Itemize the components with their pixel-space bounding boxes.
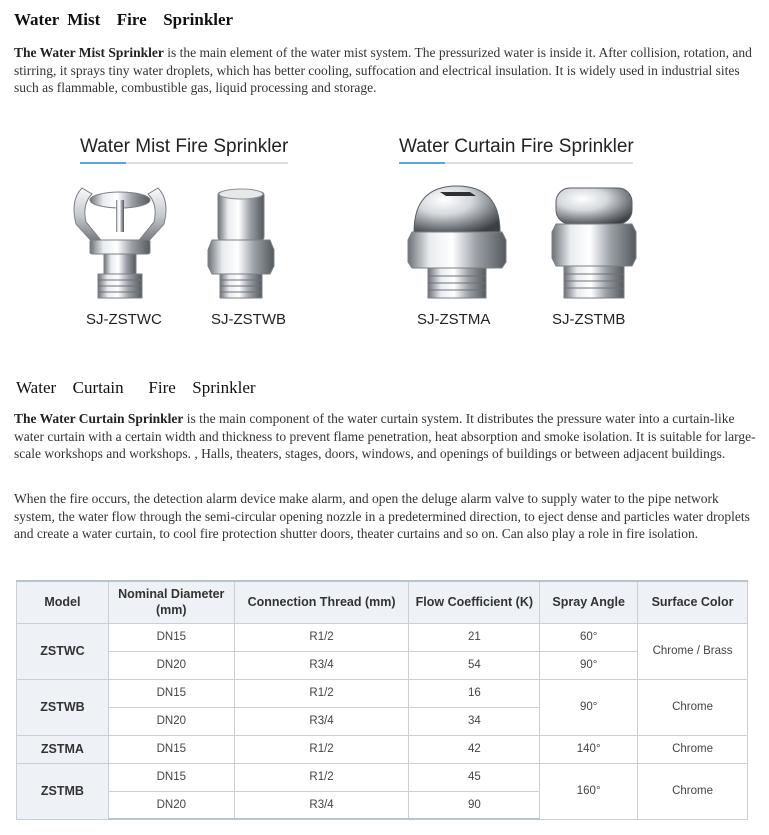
sj-zstwc-image <box>74 188 166 298</box>
angle-cell: 160° <box>540 763 638 819</box>
product-figure <box>0 100 769 350</box>
flow-cell: 90 <box>409 791 540 819</box>
model-cell: ZSTWB <box>17 679 109 735</box>
thread-cell: R3/4 <box>234 707 409 735</box>
diameter-cell: DN20 <box>108 651 234 679</box>
color-cell: Chrome <box>638 735 748 763</box>
angle-cell: 60° <box>540 623 638 651</box>
color-cell: Chrome / Brass <box>638 623 748 679</box>
thread-cell: R1/2 <box>234 735 409 763</box>
model-label-zstmb: SJ-ZSTMB <box>552 311 626 328</box>
model-cell: ZSTMB <box>17 763 109 819</box>
header-connection-thread: Connection Thread (mm) <box>234 581 409 623</box>
table-row <box>17 763 748 791</box>
flow-cell: 34 <box>409 707 540 735</box>
flow-cell: 21 <box>409 623 540 651</box>
diameter-cell: DN20 <box>108 707 234 735</box>
color-cell: Chrome <box>638 763 748 819</box>
angle-cell: 90° <box>540 651 638 679</box>
mist-figure-title: Water Mist Fire Sprinkler <box>80 136 289 157</box>
model-label-zstma: SJ-ZSTMA <box>417 311 491 328</box>
curtain-figure-title: Water Curtain Fire Sprinkler <box>399 136 634 157</box>
color-cell: Chrome <box>638 679 748 735</box>
thread-cell: R3/4 <box>234 651 409 679</box>
thread-cell: R1/2 <box>234 679 409 707</box>
model-label-zstwc: SJ-ZSTWC <box>86 311 162 328</box>
flow-cell: 54 <box>409 651 540 679</box>
water-mist-lead: The Water Mist Sprinkler <box>14 45 164 60</box>
fire-operation-description: When the fire occurs, the detection alarm device make alarm, and open the deluge alarm valve to supply water to the pipe network system, the water flow through the semi-circular opening nozzle in a predetermined direction, to eject dense and particles water droplets and create a water curtain, to cool fire protection shutter doors, theater curtains and so on. Can also play a role in fire isolation. <box>14 491 750 541</box>
model-label-zstwb: SJ-ZSTWB <box>211 311 286 328</box>
diameter-cell: DN20 <box>108 791 234 819</box>
spec-table <box>16 580 748 820</box>
sj-zstwb-image <box>208 189 274 298</box>
header-flow-coefficient: Flow Coefficient (K) <box>409 581 540 623</box>
flow-cell: 45 <box>409 763 540 791</box>
sj-zstma-image <box>408 186 506 298</box>
water-curtain-heading: Water Curtain Fire Sprinkler <box>16 378 256 397</box>
thread-cell: R1/2 <box>234 763 409 791</box>
water-curtain-text: is the main component of the water curtain system. It distributes the pressure water into a curtain-like water curtain with a certain width and thickness to prevent flame penetration, heat absorption and smoke isolation. It is suitable for large-scale workshops and workshops. , Halls, theaters, stages, doors, windows, and openings of buildings or between adjacent buildings. <box>14 411 756 461</box>
header-model: Model <box>17 581 109 623</box>
diameter-cell: DN15 <box>108 679 234 707</box>
water-mist-text: is the main element of the water mist system. The pressurized water is inside it. After collision, rotation, and stirring, it sprays tiny water droplets, which has better cooling, suffocation and electrical insulation. It is widely used in industrial sites such as flammable, combustible gas, liquid processing and storage. <box>14 45 752 95</box>
thread-cell: R3/4 <box>234 791 409 819</box>
model-cell: ZSTWC <box>17 623 109 679</box>
diameter-cell: DN15 <box>108 623 234 651</box>
sj-zstmb-image <box>552 188 636 298</box>
diameter-cell: DN15 <box>108 763 234 791</box>
water-mist-description <box>14 44 759 97</box>
water-curtain-lead: The Water Curtain Sprinkler <box>14 411 184 426</box>
thread-cell: R1/2 <box>234 623 409 651</box>
header-nominal-diameter: Nominal Diameter (mm) <box>108 581 234 623</box>
table-row <box>17 735 748 763</box>
diameter-cell: DN15 <box>108 735 234 763</box>
table-row <box>17 679 748 707</box>
table-row <box>17 623 748 651</box>
angle-cell: 140° <box>540 735 638 763</box>
water-mist-heading: Water Mist Fire Sprinkler <box>14 10 234 29</box>
table-header-row <box>17 581 748 623</box>
model-cell: ZSTMA <box>17 735 109 763</box>
header-surface-color: Surface Color <box>638 581 748 623</box>
flow-cell: 16 <box>409 679 540 707</box>
flow-cell: 42 <box>409 735 540 763</box>
water-curtain-description <box>14 410 759 463</box>
angle-cell: 90° <box>540 679 638 735</box>
header-spray-angle: Spray Angle <box>540 581 638 623</box>
